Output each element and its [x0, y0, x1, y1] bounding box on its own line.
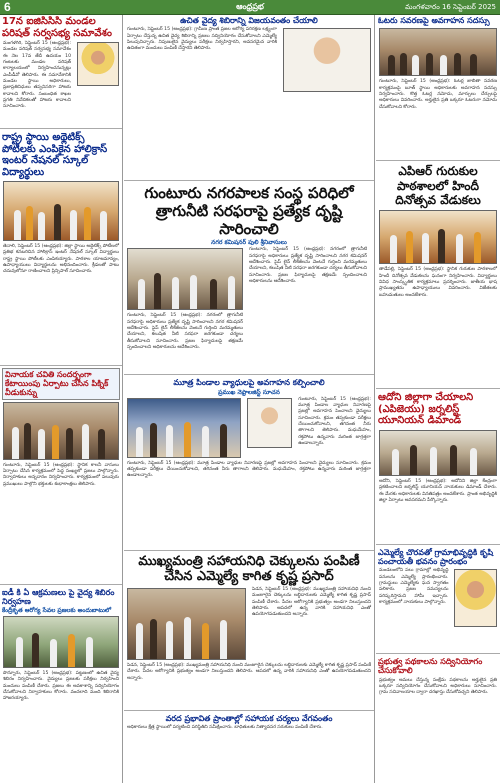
headline: ముఖ్యమంత్రి సహాయనిధి చెక్కులను పంపిణీ చేసిన ఎమ్మెల్యే కాగిత కృష్ణ ప్రసాద్ [138, 553, 360, 585]
article-body-cont: పెడన, సెప్టెంబర్ 15 (ఆంధ్రప్రభ): ముఖ్యమంత్రి సహాయనిధి నుంచి మంజూరైన చెక్కులను లబ్ధిదారులకు ఎమ్మెల్యే కాగిత కృష్ణ ప్రసాద్ పంపిణీ చేశారు. పేదల ఆరోగ్యానికి ప్రభుత్వం అండగా నిలుస్తుందని తెలిపారు. ఆపదలో ఉన్న వారికి సహాయనిధి ఎంతో ఉపయోగపడుతుందని అన్నారు. [127, 662, 371, 681]
students-photo [3, 181, 119, 241]
divider [376, 653, 500, 654]
meeting-photo [127, 248, 243, 310]
memorandum-photo [379, 430, 497, 476]
article-body: ఆదోని, సెప్టెంబర్ 15 (ఆంధ్రప్రభ): ఆదోనిని జిల్లా కేంద్రంగా ప్రకటించాలని జర్నలిస్ట్ యూనియన్ నాయకులు డిమాండ్ చేశారు. ఈ మేరకు అధికారులకు వినతిపత్రం అందజేశారు. ప్రాంత అభివృద్ధికి జిల్లా ఏర్పాటు అవసరమని పేర్కొన్నారు. [379, 478, 497, 503]
subheadline: కేంద్రీకృత ఆరోగ్య సేవల ప్రజలకు అందుబాటులో [2, 606, 112, 614]
hindi-day-photo [379, 210, 497, 264]
article-body: పొన్నూరు, సెప్టెంబర్ 15 (ఆంధ్రప్రభ): పట్టణంలో ఉచిత వైద్య శిబిరం నిర్వహించారు. వైద్యులు ప్రజలకు పరీక్షలు నిర్వహించి మందులు పంపిణీ చేశారు. ప్రజలు ఈ అవకాశాన్ని సద్వినియోగం చేసుకోవాలని నిర్వాహకులు కోరారు. వందలాది మంది శిబిరానికి హాజరయ్యారు. [3, 671, 119, 702]
page-number: 6 [4, 0, 11, 14]
headline: 17న ఐజిసిసిసి మండల పరిషత్ సర్వసభ్య సమావేశం [2, 16, 112, 39]
headline-box [2, 368, 120, 400]
article-left-4 [0, 587, 122, 783]
cheque-distribution-photo [127, 588, 246, 660]
article-body: గుంటూరు, సెప్టెంబర్ 15 (ఆంధ్రప్రభ): మూత్ర పిండాల వ్యాధుల నివారణపై ప్రజల్లో అవగాహన పెంచాలని వైద్యులు సూచించారు. క్రమం తప్పకుండా పరీక్షలు చేయించుకోవాలని, తగినంత నీరు తాగాలని తెలిపారు. మధుమేహం, రక్తపోటు ఉన్నవారు మరింత జాగ్రత్తగా ఉండాలన్నారు. [298, 396, 371, 447]
article-left-1 [0, 15, 122, 126]
subheadline: ప్రముఖ నెఫ్రాలజిస్ట్ సూచన [218, 388, 280, 396]
article-body: మండలంలోని పలు గ్రామాల్లో అభివృద్ధి పనులను ఎమ్మెల్యే ప్రారంభించారు. గ్రామస్థులు ఎమ్మెల్యేకు ఘన స్వాగతం పలికారు. ప్రజల సమస్యలను పరిష్కరిస్తామని హామీ ఇచ్చారు. కార్యక్రమంలో నాయకులు పాల్గొన్నారు. [379, 568, 449, 605]
article-mid-4 [124, 713, 374, 766]
article-body-a: గుంటూరు, సెప్టెంబర్ 15 (ఆంధ్రప్రభ): నగరంలో త్రాగునీటి సరఫరాపై అధికారులు ప్రత్యేక దృష్టి సారించాలని నగర కమిషనర్ ఆదేశించారు. పైప్ లైన్ లీకేజీలను వెంటనే గుర్తించి మరమ్మతులు చేయాలని, కలుషిత నీటి సరఫరా జరగకుండా చర్యలు తీసుకోవాలని సూచించారు. ప్రజల ఫిర్యాదులపై తక్షణమే స్పందించాలని అధికారులను ఆదేశించారు. [127, 313, 243, 351]
article-mid-2 [124, 377, 374, 547]
article-body: గుంటూరు, సెప్టెంబర్ 15 (ఆంధ్రప్రభ): ఓటర్ల జాబితా సవరణ కార్యక్రమంపై బూత్ స్థాయి అధికారులకు అవగాహన సదస్సు నిర్వహించారు. కొత్త ఓటర్ల నమోదు, మార్పులు చేర్పులపై అధికారులు వివరించారు. అర్హులైన ప్రతి ఒక్కరూ ఓటరుగా నమోదు చేసుకోవాలని కోరారు. [379, 79, 497, 110]
divider [376, 160, 500, 161]
article-right-5 [376, 656, 500, 782]
page-header [0, 0, 500, 15]
article-body: తాడేపల్లి, సెప్టెంబర్ 15 (ఆంధ్రప్రభ): స్థానిక గురుకుల పాఠశాలలో హిందీ దినోత్సవ వేడుకలను ఘనంగా నిర్వహించారు. విద్యార్థులు వివిధ సాంస్కృతిక కార్యక్రమాలు ప్రదర్శించారు. జాతీయ భాష ప్రాముఖ్యతను ఉపాధ్యాయులు వివరించారు. విజేతలకు బహుమతులు అందజేశారు. [379, 267, 497, 298]
article-right-2 [376, 163, 500, 386]
article-body-cont: గుంటూరు, సెప్టెంబర్ 15 (ఆంధ్రప్రభ): మూత్ర పిండాల వ్యాధుల నివారణపై ప్రజల్లో అవగాహన పెంచాలని వైద్యులు సూచించారు. క్రమం తప్పకుండా పరీక్షలు చేయించుకోవాలని, తగినంత నీరు తాగాలని తెలిపారు. మధుమేహం, రక్తపోటు ఉన్నవారు మరింత జాగ్రత్తగా ఉండాలన్నారు. [127, 460, 371, 479]
divider [0, 365, 122, 366]
article-body: పెడన, సెప్టెంబర్ 15 (ఆంధ్రప్రభ): ముఖ్యమంత్రి సహాయనిధి నుంచి మంజూరైన చెక్కులను లబ్ధిదారులకు ఎమ్మెల్యే కాగిత కృష్ణ ప్రసాద్ పంపిణీ చేశారు. పేదల ఆరోగ్యానికి ప్రభుత్వం అండగా నిలుస్తుందని తెలిపారు. ఆపదలో ఉన్న వారికి సహాయనిధి ఎంతో ఉపయోగపడుతుందని అన్నారు. [252, 586, 371, 618]
masthead: ఆంధ్రప్రభ [236, 2, 264, 11]
camp-photo [3, 616, 119, 668]
article-body: గుంటూరు, సెప్టెంబర్ 15 (ఆంధ్రప్రభ): స్థానిక కాలనీ వాసులు ఏర్పాటు చేసిన కార్యక్రమంలో పెద్ద సంఖ్యలో ప్రజలు పాల్గొన్నారు. నిర్వాహకులు అన్నదానం నిర్వహించారు. కార్యక్రమంలో పలువురు ప్రముఖులు పాల్గొని భక్తులకు శుభాకాంక్షలు తెలిపారు. [3, 462, 119, 487]
article-body: ప్రభుత్వం అమలు చేస్తున్న సంక్షేమ పథకాలను అర్హులైన ప్రతి ఒక్కరూ సద్వినియోగం చేసుకోవాలని అధికారులు సూచించారు. గ్రామ సచివాలయాల ద్వారా దరఖాస్తు చేసుకోవచ్చని తెలిపారు. [379, 677, 497, 696]
reporter-photo [77, 42, 119, 86]
headline: ఎపిఆర్ గురుకుల పాఠశాలలో హిందీ దినోత్సవ వేడుకలు [395, 164, 481, 207]
divider [124, 550, 374, 551]
headline: ఓటరు సవరణపై అవగాహన సదస్సు [378, 16, 490, 25]
article-body-b: గుంటూరు, సెప్టెంబర్ 15 (ఆంధ్రప్రభ): నగరంలో త్రాగునీటి సరఫరాపై అధికారులు ప్రత్యేక దృష్టి సారించాలని నగర కమిషనర్ ఆదేశించారు. పైప్ లైన్ లీకేజీలను వెంటనే గుర్తించి మరమ్మతులు చేయాలని, కలుషిత నీటి సరఫరా జరగకుండా చర్యలు తీసుకోవాలని సూచించారు. ప్రజల ఫిర్యాదులపై తక్షణమే స్పందించాలని అధికారులను ఆదేశించారు. [249, 247, 367, 285]
awareness-photo [127, 398, 241, 458]
doctor-portrait-photo [247, 398, 292, 448]
divider [0, 128, 122, 129]
article-mid-3 [124, 553, 374, 708]
official-portrait-photo [454, 569, 497, 627]
divider [376, 544, 500, 545]
article-body: అధికారులు క్షేత్ర స్థాయిలో పర్యటించి పరిస్థితిని సమీక్షించారు. బాధితులకు నిత్యావసర సరుకులు పంపిణీ చేశారు. [127, 725, 323, 731]
headline: మూత్ర పిండాల వ్యాధులపై అవగాహన కల్పించాలి [173, 378, 325, 388]
headline: గుంటూరు నగరపాలక సంస్థ పరిధిలో త్రాగునీటి సరఫరాపై ప్రత్యేక దృష్టి సారించాలి [144, 184, 354, 239]
divider [124, 180, 374, 181]
article-right-1 [376, 15, 500, 158]
headline: వరద ప్రభావిత ప్రాంతాల్లో సహాయక చర్యలు వేగవంతం [165, 713, 333, 723]
headline: వినాయక చవితి సందర్భంగా కేటాయింపు ఏర్పాటు చేసిన పిక్నిక్ వీడుకున్ను [5, 370, 109, 398]
headline: ప్రభుత్వ పథకాలను సద్వినియోగం చేసుకోవాలి [378, 657, 483, 676]
headline: రాష్ట్ర స్థాయి అథ్లెటిక్స్ పోటీలకు ఎంపికైన హాలిక్రాస్ ఇంటర్ నేషనల్ స్కూల్ విద్యార్థులు [2, 132, 108, 178]
divider [376, 388, 500, 389]
article-left-2 [0, 131, 122, 363]
divider [124, 710, 374, 711]
event-photo [3, 402, 119, 460]
divider [0, 584, 122, 585]
issue-date: మంగళవారం 16 సెప్టెంబర్ 2025 [405, 3, 496, 11]
headline: ఉచిత వైద్య శిబిరాన్ని విజయవంతం చేయాలి [180, 16, 318, 25]
headline: ఎమ్మెల్యే చొరవతో గ్రామాభివృద్ధికి కృషి పంచాయతీ భవనం ప్రారంభం [378, 547, 494, 567]
article-mid-top [124, 15, 374, 178]
article-right-3 [376, 391, 500, 542]
mla-portrait-photo [283, 28, 371, 92]
middle-column [124, 15, 375, 783]
headline: ఆదోని జిల్లాగా చేయాలని (ఎపిజెయు) జర్నలిస్ట్ యూనియన్ డిమాండ్ [378, 392, 474, 427]
article-right-4 [376, 547, 500, 651]
subheadline: నగర కమిషనర్ పులి శ్రీనివాసులు [211, 239, 287, 247]
left-column [0, 15, 123, 783]
article-body: తెనాలి, సెప్టెంబర్ 15 (ఆంధ్రప్రభ): జిల్లా స్థాయి అథ్లెటిక్స్ పోటీలలో ప్రతిభ కనబరిచిన హాలిక్రాస్ ఇంటర్ నేషనల్ స్కూల్ విద్యార్థులు రాష్ట్ర స్థాయి పోటీలకు ఎంపికయ్యారు. పాఠశాల యాజమాన్యం, ఉపాధ్యాయులు విద్యార్థులను అభినందించారు. క్రీడలతో పాటు చదువులోనూ రాణించాలని ప్రిన్సిపాల్ సూచించారు. [3, 244, 119, 275]
divider [124, 374, 374, 375]
headline: ఐడీ కి ఏ ఆక్రమణలు పై వైద్య శిబిరం నిర్వహణ [2, 587, 115, 606]
article-mid-feature [124, 183, 374, 372]
meeting-hall-photo [379, 28, 497, 76]
right-column [376, 15, 500, 783]
article-left-3 [0, 368, 122, 582]
article-body: గుంటూరు, సెప్టెంబర్ 15 (ఆంధ్రప్రభ): గ్రామీణ ప్రాంత ప్రజల ఆరోగ్య పరిరక్షణ లక్ష్యంగా ఏర్పాటు చేస్తున్న ఉచిత వైద్య శిబిరాన్ని ప్రజలు సద్వినియోగం చేసుకోవాలని ఎమ్మెల్యే పిలుపునిచ్చారు. నిపుణులైన వైద్యులు పరీక్షలు నిర్వహిస్తారని, అవసరమైన వారికి ఉచితంగా మందులు పంపిణీ చేస్తారని తెలిపారు. [127, 27, 277, 52]
article-body: మంగళగిరి, సెప్టెంబర్ 15 (ఆంధ్రప్రభ): మండల పరిషత్ సర్వసభ్య సమావేశం ఈ నెల 17వ తేదీ ఉదయం 10 గంటలకు మండల పరిషత్ కార్యాలయంలో నిర్వహించనున్నట్లు ఎంపీడీవో తెలిపారు. ఈ సమావేశానికి మండల స్థాయి అధికారులు, ప్రజాప్రతినిధులు తప్పనిసరిగా హాజరు కావాలని కోరారు. సంబంధిత శాఖల ప్రగతి నివేదికలతో హాజరు కావాలని సూచించారు. [3, 41, 71, 110]
